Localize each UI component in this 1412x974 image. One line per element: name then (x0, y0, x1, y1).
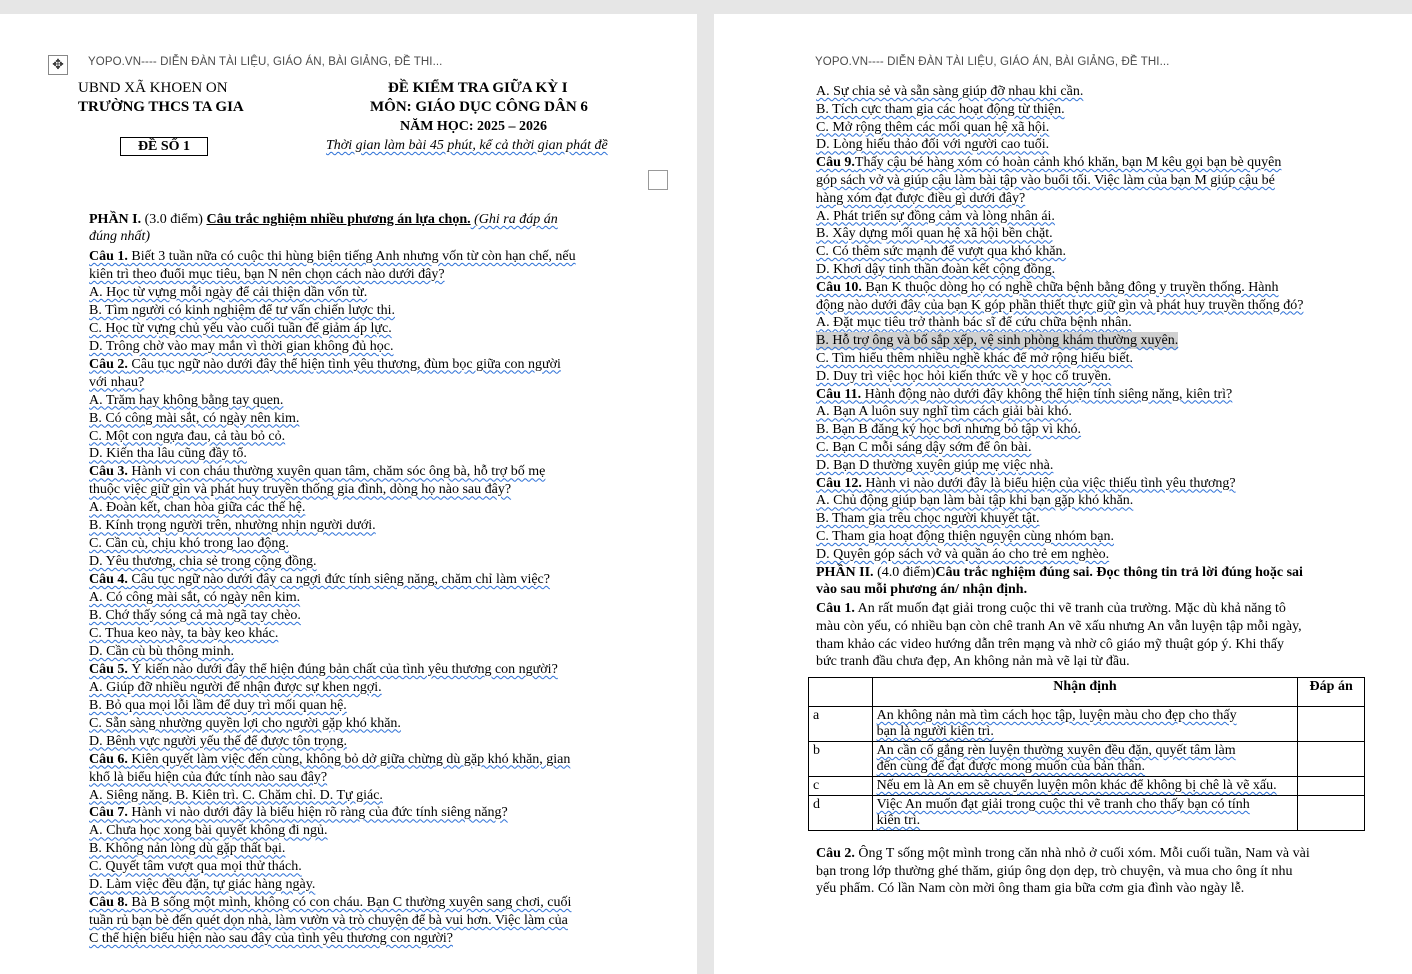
line-text: B. Tham gia trêu chọc người khuyết tật. (816, 511, 1040, 527)
line-text: Câu tục ngữ nào dưới đây thể hiện tình yêu thương, đùm bọc giữa con người (127, 356, 561, 372)
text-line (89, 840, 285, 857)
text-line (89, 428, 285, 445)
part1-heading (89, 211, 558, 228)
text-line (89, 571, 550, 588)
text-line (816, 101, 1065, 118)
text-line (89, 751, 570, 768)
line-text: Hành động nào dưới đây không thể hiện tính siêng năng, kiên trì? (861, 386, 1233, 402)
answer-cell[interactable] (1298, 777, 1365, 796)
text-line (89, 822, 328, 839)
part2-heading-cont: vào sau mỗi phương án/ nhận định. (816, 582, 1028, 597)
row-key: c (809, 777, 873, 796)
text-line (89, 679, 382, 696)
text-line (816, 119, 1049, 136)
line-text: Hành vi nào dưới đây là biểu hiện của việc thiếu tình yêu thương? (861, 475, 1236, 491)
line-text: C. Sẵn sàng nhường quyền lợi cho người gặp khó khăn. (89, 715, 401, 731)
table-header-answer: Đáp án (1298, 678, 1365, 707)
question-label: Câu 2. (89, 356, 128, 372)
line-text: C. Có thêm sức mạnh để vượt qua khó khăn. (816, 244, 1067, 260)
question-label: Câu 5. (89, 661, 128, 677)
text-line (89, 769, 327, 786)
line-text: hàng xóm đạt được điều gì dưới đây? (816, 190, 1026, 206)
line-text: C. Học từ vựng chủ yếu vào cuối tuần để giảm áp lực. (89, 320, 392, 336)
row-claim-line1: Nếu em là An em sẽ chuyển luyện môn khác để không bị chê là vẽ xấu. (876, 778, 1277, 793)
text-line (816, 172, 1275, 189)
line-text: C. Tìm hiểu thêm nhiều nghề khác để mở rộng hiểu biết. (816, 351, 1134, 366)
text-line (89, 535, 289, 552)
line-text: C. Bạn C mỗi sáng dậy sớm để ôn bài. (816, 440, 1032, 455)
line-text: A. Học từ vựng mỗi ngày để cải thiện dần vốn từ. (89, 284, 368, 300)
table-header-row (809, 678, 1365, 707)
line-text: B. Chớ thấy sóng cả mà ngã tay chèo. (89, 608, 301, 623)
part2-q2-line-2: bạn trong lớp thường ghé thăm, giúp ông dọn dẹp, trò chuyện, và mua cho ông ít nhu (816, 864, 1293, 879)
text-line (816, 350, 1133, 367)
line-text: A. Đặt mục tiêu trở thành bác sĩ để cứu chữa bệnh nhân. (816, 315, 1132, 331)
line-text: Câu tục ngữ nào dưới đây ca ngợi đức tính siêng năng, chăm chỉ làm việc? (127, 572, 550, 588)
line-text: thuộc việc giữ gìn và phát huy truyền thống gia đình, dòng họ nào sau đây? (89, 482, 512, 498)
text-line (816, 190, 1025, 207)
content-control-checkbox[interactable] (648, 170, 668, 190)
text-line (89, 392, 283, 409)
line-text: B. Không nản lòng dù gặp thất bại. (89, 841, 286, 857)
line-text: với nhau? (89, 374, 145, 390)
line-text: Kiên quyết làm việc đến cùng, không bỏ dở giữa chừng dù gặp khó khăn, gian (127, 751, 571, 767)
line-text: B. Tìm người có kinh nghiệm để tư vấn chiến lược thi. (89, 302, 395, 318)
text-line (816, 386, 1232, 403)
line-text: D. Khơi dậy tinh thần đoàn kết cộng đồng. (816, 262, 1056, 277)
question-label: Câu 12. (816, 475, 862, 491)
text-line (816, 332, 1178, 349)
line-text: B. Tích cực tham gia các hoạt động từ thiện. (816, 101, 1065, 117)
line-text: A. Bạn A luôn suy nghĩ tìm cách giải bài khó. (816, 404, 1072, 420)
line-text: A. Trăm hay không bằng tay quen. (89, 392, 284, 408)
line-text: D. Lòng hiếu thảo đối với người cao tuổi. (816, 137, 1050, 153)
text-line (816, 314, 1132, 331)
line-text: A. Phát triển sự đồng cảm và lòng nhân ái. (816, 208, 1055, 224)
part2-q1-label: Câu 1. (816, 601, 855, 616)
text-line (816, 546, 1109, 563)
text-line (89, 876, 315, 893)
line-text: khổ là biểu hiện của đức tính nào sau đây? (89, 769, 328, 785)
text-line (816, 368, 1111, 385)
text-line (89, 517, 376, 534)
text-line (89, 481, 511, 498)
table-row (809, 742, 1365, 777)
part2-title: Câu trắc nghiệm đúng sai. Đọc thông tin trả lời đúng hoặc sai (935, 565, 1303, 580)
text-line (89, 894, 571, 911)
table-row (809, 777, 1365, 796)
row-key: b (809, 742, 873, 777)
row-claim (872, 796, 1298, 831)
text-line (89, 607, 301, 624)
line-text: kiên trì theo đuổi mục tiêu, bạn N nên chọn cách nào dưới đây? (89, 266, 445, 282)
line-text: A. Siêng năng. B. Kiên trì. C. Chăm chỉ. D. Tự giác. (89, 787, 383, 803)
table-row (809, 707, 1365, 742)
text-line (816, 439, 1031, 456)
line-text: D. Quyên góp sách vở và quần áo cho trẻ em nghèo. (816, 546, 1110, 562)
line-text: B. Xây dựng mối quan hệ xã hội bền chặt. (816, 226, 1053, 242)
line-text: C. Tham gia hoạt động thiện nguyện cùng nhóm bạn. (816, 529, 1114, 544)
part1-note-cont: đúng nhất) (89, 229, 151, 244)
part2-q1-line-2: màu còn yếu, có nhiều bạn còn chê tranh An vẽ xấu nhưng An vẫn luyện tập mỗi ngày, (816, 619, 1302, 634)
text-line (816, 154, 1281, 171)
line-text: Bà B sống một mình, không có con cháu. Bạn C thường xuyên sang chơi, cuối (127, 895, 572, 911)
text-line (816, 457, 1053, 474)
answer-cell[interactable] (1298, 742, 1365, 777)
row-key: a (809, 707, 873, 742)
text-line (89, 661, 558, 678)
answer-cell[interactable] (1298, 796, 1365, 831)
text-line (89, 930, 453, 947)
line-text: động nào dưới đây của bạn K góp phần thiết thực giữ gìn và phát huy truyền thống đó? (816, 297, 1304, 313)
line-text: Biết 3 tuần nữa có cuộc thi hùng biện tiếng Anh nhưng vốn từ còn hạn chế, nếu (127, 249, 576, 264)
part1-title: Câu trắc nghiệm nhiều phương án lựa chọn. (206, 212, 471, 227)
text-line (89, 499, 305, 516)
line-text: A. Đoàn kết, chan hòa giữa các thế hệ. (89, 500, 306, 516)
text-line (816, 297, 1303, 314)
line-text: A. Có công mài sắt, có ngày nên kim. (89, 590, 301, 606)
text-line (816, 243, 1066, 260)
text-line (89, 266, 445, 283)
text-line (816, 510, 1040, 527)
exam-year: NĂM HỌC: 2025 – 2026 (400, 119, 547, 134)
judgement-table (808, 677, 1365, 831)
text-line (89, 320, 392, 337)
question-label: Câu 3. (89, 464, 128, 480)
line-text: Bạn K thuộc dòng họ có nghề chữa bệnh bằng đông y truyền thống. Hành (861, 279, 1279, 295)
line-text: D. Yêu thương, chia sẻ trong cộng đồng. (89, 554, 317, 570)
question-label: Câu 4. (89, 572, 128, 588)
text-line (816, 403, 1072, 420)
question-label: Câu 11. (816, 386, 862, 402)
part2-q1-line-1 (816, 600, 1286, 617)
line-text: A. Chủ động giúp bạn làm bài tập khi bạn gặp khó khăn. (816, 493, 1134, 509)
line-text: D. Bênh vực người yếu thế để được tôn trọng. (89, 733, 348, 749)
text-line (816, 279, 1279, 296)
line-text: Hành vi con cháu thường xuyên quan tâm, chăm sóc ông bà, hỗ trợ bố mẹ (127, 464, 546, 480)
text-line (89, 553, 317, 570)
line-text: C. Thua keo này, ta bày keo khác. (89, 625, 279, 641)
text-line (89, 338, 394, 355)
part2-q1-line-3: tham khảo các video hướng dẫn trên mạng và nhờ cô giáo mỹ thuật góp ý. Khi thấy (816, 637, 1284, 652)
text-line (89, 697, 347, 714)
line-text: C. Một con ngựa đau, cả tàu bỏ cỏ. (89, 428, 286, 444)
row-claim (872, 742, 1298, 777)
row-claim-line2: đến cùng để đạt được mong muốn của bản thân. (876, 759, 1146, 774)
part2-q2-line-1 (816, 845, 1310, 862)
text-line (89, 248, 576, 265)
line-text: Thấy cậu bé hàng xóm có hoàn cảnh khó khăn, bạn M kêu gọi bạn bè quyên (854, 155, 1282, 171)
part1-label: PHẦN I. (89, 212, 142, 227)
line-text: C. Mở rộng thêm các mối quan hệ xã hội. (816, 119, 1050, 135)
row-claim-line2: bạn là người kiên trì. (876, 724, 994, 739)
line-text: Hành vi nào dưới đây là biểu hiện rõ ràng của đức tính siêng năng? (127, 805, 508, 821)
question-label: Câu 1. (89, 249, 128, 264)
text-line (816, 208, 1055, 225)
text-line (816, 492, 1133, 509)
part2-q2-line-3: yếu phẩm. Có lần Nam còn mời ông tham gia bữa cơm gia đình vào ngày lễ. (816, 881, 1245, 896)
text-line (816, 136, 1049, 153)
text-line (89, 410, 299, 427)
line-text: D. Làm việc đều đặn, tự giác hàng ngày. (89, 877, 316, 893)
line-text: D. Cần cù bù thông minh. (89, 643, 235, 659)
table-header-blank (809, 678, 873, 707)
exam-title: ĐỀ KIỂM TRA GIỮA KỲ I (388, 80, 568, 96)
text-line (89, 733, 347, 750)
text-line (89, 643, 234, 660)
text-line (89, 715, 401, 732)
line-text: tuần rủ bạn bè đến quét dọn nhà, làm vườn và trò chuyện để bà vui hơn. Việc làm của (89, 913, 568, 929)
line-text: A. Sự chia sẻ và sẵn sàng giúp đỡ nhau khi cần. (816, 84, 1084, 99)
line-text: A. Giúp đỡ nhiều người để nhận được sự khen ngợi. (89, 679, 382, 695)
line-text: C thể hiện biểu hiện nào sau đây của tình yêu thương con người? (89, 931, 453, 947)
document-page-left (0, 14, 697, 974)
text-line (89, 625, 278, 642)
line-text: D. Bạn D thường xuyên giúp mẹ việc nhà. (816, 457, 1054, 473)
page-header-right: YOPO.VN---- DIỄN ĐÀN TÀI LIỆU, GIÁO ÁN, BÀI GIẢNG, ĐỀ THI... (815, 56, 1170, 68)
line-text: A. Chưa học xong bài quyết không đi ngủ. (89, 823, 328, 839)
question-label: Câu 9. (816, 155, 855, 171)
row-claim-line1: Việc An muốn đạt giải trong cuộc thi vẽ tranh cho thấy bạn có tính (876, 797, 1250, 812)
question-label: Câu 8. (89, 895, 128, 911)
line-text: D. Kiến tha lâu cũng đầy tổ. (89, 446, 247, 462)
exam-subject: MÔN: GIÁO DỤC CÔNG DÂN 6 (370, 99, 588, 115)
school-name-2: TRƯỜNG THCS TA GIA (78, 99, 244, 115)
text-line (89, 374, 144, 391)
page-header: YOPO.VN---- DIỄN ĐÀN TÀI LIỆU, GIÁO ÁN, BÀI GIẢNG, ĐỀ THI... (88, 56, 443, 68)
text-line (89, 804, 508, 821)
text-line (816, 421, 1081, 438)
question-label: Câu 6. (89, 751, 128, 767)
row-claim (872, 707, 1298, 742)
answer-cell[interactable] (1298, 707, 1365, 742)
row-key: d (809, 796, 873, 831)
part2-q2-text: Ông T sống một mình trong căn nhà nhỏ ở cuối xóm. Mỗi cuối tuần, Nam và vài (854, 846, 1310, 861)
part2-label: PHẦN II. (816, 565, 874, 580)
part2-q1-text: An rất muốn đạt giải trong cuộc thi vẽ tranh của trường. Mặc dù khả năng tô (854, 601, 1286, 616)
line-text: D. Duy trì việc học hỏi kiến thức về y học cổ truyền. (816, 368, 1112, 384)
text-line (89, 356, 561, 373)
question-label: Câu 7. (89, 805, 128, 821)
part2-q2-label: Câu 2. (816, 846, 855, 861)
row-claim-line2: kiên trì. (876, 813, 921, 828)
exam-time: Thời gian làm bài 45 phút, kể cả thời gian phát đề (326, 138, 608, 153)
line-text: D. Trông chờ vào may mắn vì thời gian không đủ học. (89, 338, 394, 354)
text-line (816, 475, 1236, 492)
question-label: Câu 10. (816, 279, 862, 295)
text-line (89, 912, 568, 929)
row-claim-line1: An cần cố gắng rèn luyện thường xuyên đều đặn, quyết tâm làm (876, 743, 1236, 758)
part1-note: (Ghi ra đáp án (470, 212, 558, 227)
line-text: B. Bỏ qua mọi lỗi lầm để duy trì mối quan hệ. (89, 697, 347, 713)
part2-heading (816, 564, 1303, 581)
line-text: B. Có công mài sắt, có ngày nên kim. (89, 410, 300, 426)
line-text: B. Kính trọng người trên, nhường nhịn người dưới. (89, 518, 376, 534)
text-line (89, 787, 383, 804)
table-header-claim: Nhận định (872, 678, 1298, 707)
part2-q1-line-4: bức tranh đầu chưa đẹp, An không nản mà vẽ lại từ đầu. (816, 654, 1130, 669)
text-line (89, 284, 367, 301)
text-line (816, 83, 1083, 100)
part2-points: (4.0 điểm) (873, 565, 936, 580)
line-text: góp sách vở và giúp cậu làm bài tập vào buổi tối. Việc làm của bạn M giúp cậu bé (816, 173, 1275, 188)
line-text: B. Hỗ trợ ông và bố sắp xếp, vệ sinh phòng khám thường xuyên. (816, 333, 1179, 349)
line-text: C. Quyết tâm vượt qua mọi thử thách. (89, 859, 302, 875)
part1-points: (3.0 điểm) (141, 212, 207, 227)
text-line (89, 858, 302, 875)
row-claim-line1: An không nản mà tìm cách học tập, luyện màu cho đẹp cho thấy (876, 708, 1237, 723)
text-line (89, 463, 545, 480)
table-row (809, 796, 1365, 831)
line-text: C. Cần cù, chịu khó trong lao động. (89, 536, 289, 552)
text-line (89, 302, 395, 319)
exam-code-box: ĐỀ SỐ 1 (120, 137, 208, 156)
text-line (816, 261, 1055, 278)
line-text: Ý kiến nào dưới đây thể hiện đúng bản chất của tình yêu thương con người? (127, 661, 558, 677)
text-line (89, 589, 300, 606)
school-name-1: UBND XÃ KHOEN ON (78, 80, 228, 96)
move-cross-icon[interactable]: ✥ (48, 55, 68, 75)
row-claim (872, 777, 1298, 796)
line-text: B. Bạn B đăng ký học bơi nhưng bỏ tập vì khó. (816, 422, 1082, 438)
text-line (816, 528, 1114, 545)
text-line (816, 225, 1053, 242)
text-line (89, 445, 247, 462)
